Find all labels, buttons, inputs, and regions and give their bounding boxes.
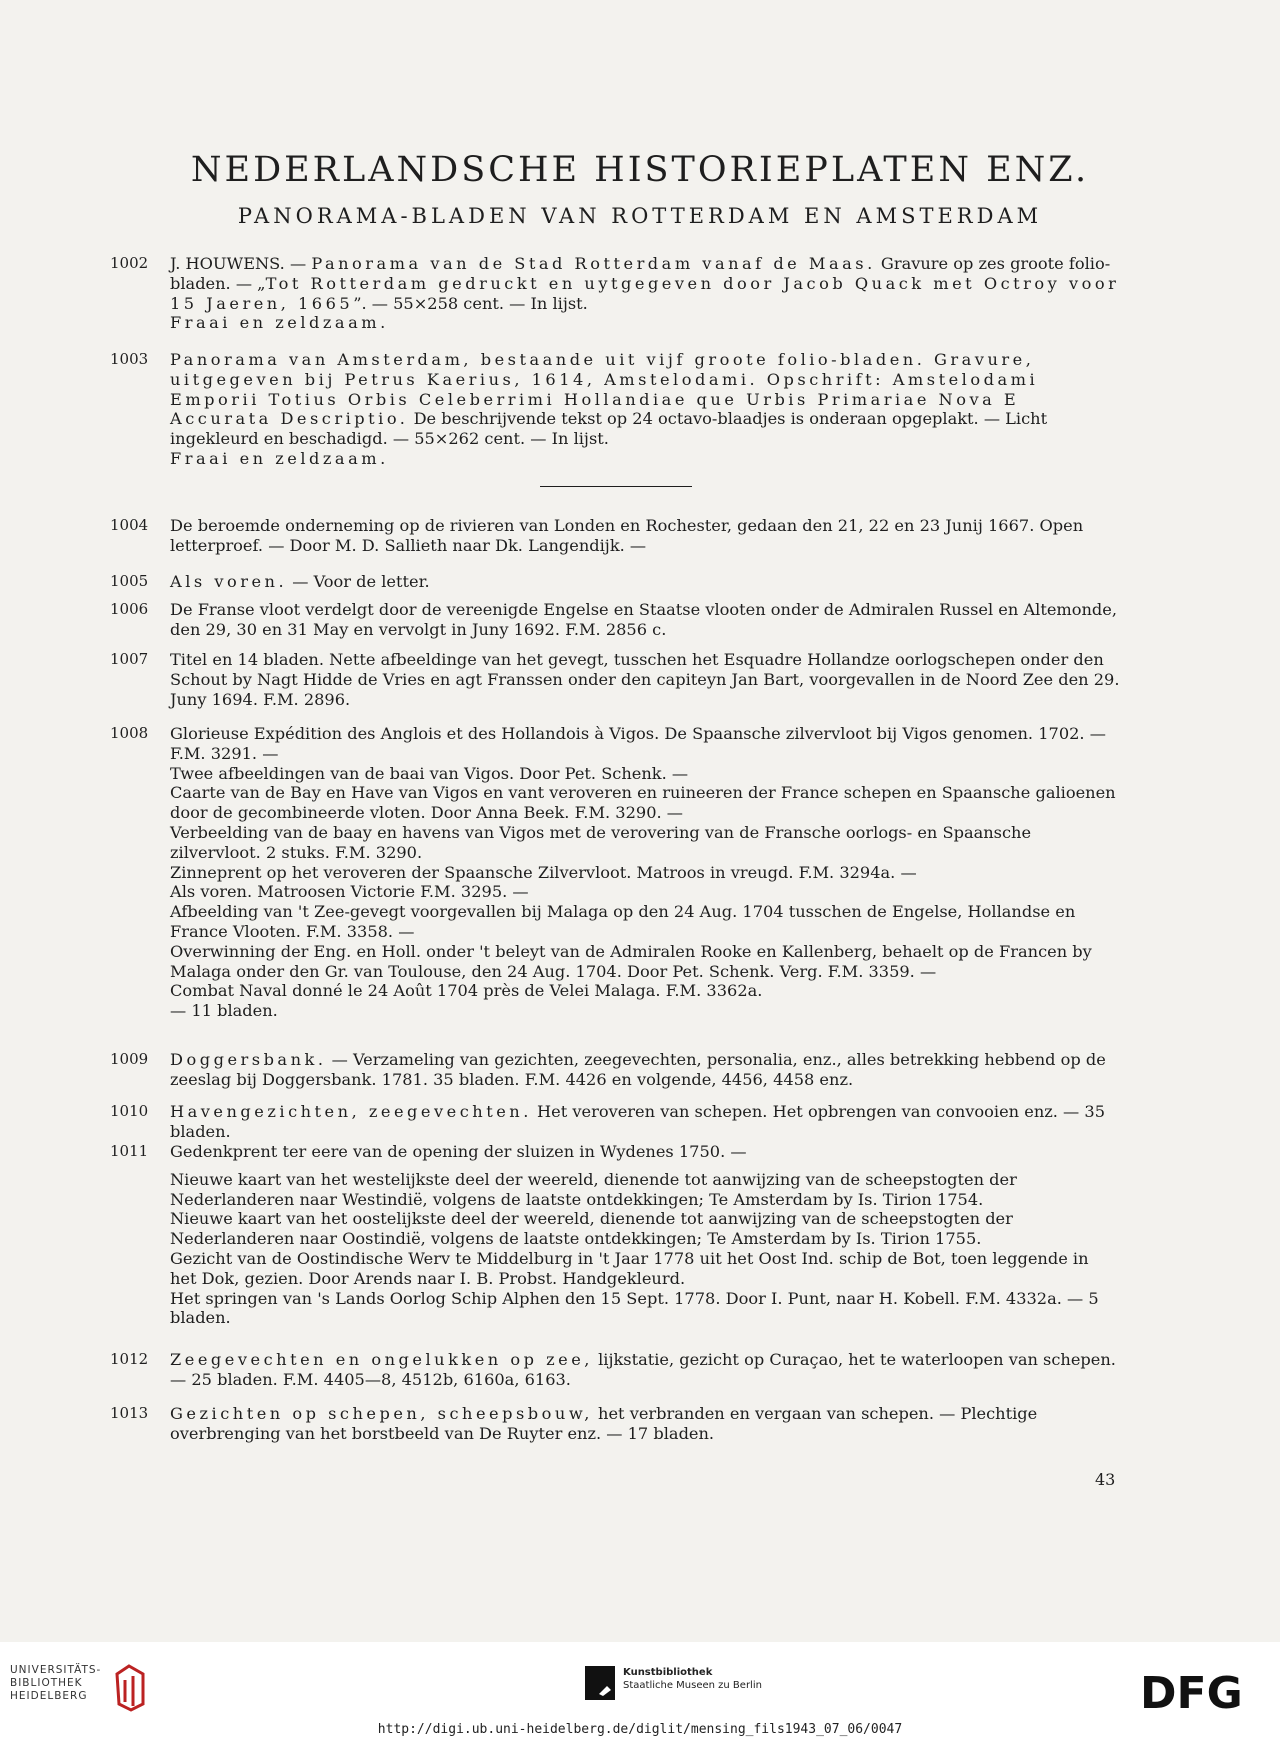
- entry-title: Gezichten op schepen, scheepsbouw,: [170, 1404, 593, 1423]
- footer-bar: [0, 1642, 1280, 1742]
- catalog-entry: [110, 1102, 1120, 1142]
- catalog-entry: [110, 1350, 1120, 1390]
- catalog-entry: [110, 1050, 1120, 1090]
- entry-number: 1004: [110, 516, 149, 534]
- entry-author: J. HOUWENS. —: [170, 254, 312, 273]
- entry-number: 1012: [110, 1350, 149, 1368]
- entry-desc: — Voor de letter.: [287, 572, 430, 591]
- entry-dimensions: ”. — 55×258 cent. — In lijst.: [353, 293, 588, 313]
- entry-desc: Het veroveren van schepen. Het opbrengen van convooien enz. — 35 bladen.: [170, 1102, 1105, 1141]
- catalog-entry: [110, 572, 1120, 592]
- entry-number: 1008: [110, 724, 149, 742]
- entry-text: Titel en 14 bladen. Nette afbeeldinge van het gevegt, tusschen het Esquadre Hollandze oorlogschepen onder den Schout by Nagt Hidde de Vries en agt Franssen onder den capiteyn Jan Bart, voorgevallen in de Noord Zee den 29. Juny 1694. F.M. 2896.: [170, 650, 1120, 709]
- catalog-entry: [110, 650, 1120, 709]
- entry-text: [170, 350, 1120, 449]
- entry-title: Havengezichten, zeegevechten.: [170, 1102, 532, 1121]
- entry-line: Caarte van de Bay en Have van Vigos en vant veroveren en ruineeren der France schepen en Spaansche galioenen door de gecombineerde vloten. Door Anna Beek. F.M. 3290. —: [170, 783, 1116, 823]
- entry-text: [170, 1404, 1120, 1444]
- entry-desc: Gravure op zes groote folio-bladen. — „: [170, 254, 1111, 293]
- entry-desc: lijkstatie, gezicht op Curaçao, het te waterloopen van schepen. — 25 bladen. F.M. 4405—8, 4512b, 6160a, 6163.: [170, 1350, 1116, 1389]
- entry-line: Afbeelding van 't Zee-gevegt voorgevallen bij Malaga op den 24 Aug. 1704 tusschen de Engelse, Hollandse en France Vlooten. F.M. 3358. —: [170, 902, 1076, 941]
- ub-logo-line: HEIDELBERG: [10, 1690, 88, 1702]
- entry-text: [170, 1102, 1120, 1142]
- entry-title: Als voren.: [170, 572, 288, 591]
- ub-heidelberg-logo[interactable]: [10, 1664, 149, 1712]
- entry-desc: het verbranden en vergaan van schepen. — Plechtige overbrenging van het borstbeeld van De Ruyter enz. — 17 bladen.: [170, 1404, 1038, 1443]
- entry-note: Fraai en zeldzaam.: [170, 313, 389, 333]
- catalog-entry: [110, 254, 1120, 333]
- entry-title: Doggersbank.: [170, 1050, 327, 1069]
- catalog-entry: [110, 1404, 1120, 1444]
- entry-title: Zeegevechten en ongelukken op zee,: [170, 1350, 593, 1369]
- entry-text: [170, 1350, 1120, 1390]
- entry-number: 1007: [110, 650, 149, 668]
- entry-title: Panorama van de Stad Rotterdam vanaf de Maas.: [311, 254, 876, 273]
- entry-text: [170, 254, 1120, 313]
- kunstbibliothek-logo[interactable]: [585, 1666, 762, 1700]
- catalog-entry: [110, 1142, 1120, 1328]
- entry-title: Panorama van Amsterdam, bestaande uit vijf groote folio-bladen. Gravure, uitgegeven bij Petrus Kaerius, 1614, Amstelodami. Opschrift: Amstelodami Emporii Totius Orbis Celeberrimi Hollandiae que Urbis Primariae Nova E Accurata Descriptio.: [170, 350, 1039, 429]
- catalog-entry: [110, 600, 1120, 640]
- entry-inscription: Tot Rotterdam gedruckt en uytgegeven door Jacob Quack met Octroy voor 15 Jaeren, 1665: [170, 273, 1120, 313]
- entry-number: 1005: [110, 572, 149, 590]
- entry-desc: — Verzameling van gezichten, zeegevechten, personalia, enz., alles betrekking hebbend op de zeeslag bij Doggersbank. 1781. 35 bladen. F.M. 4426 en volgende, 4456, 4458 enz.: [170, 1050, 1106, 1089]
- page-number: 43: [1095, 1470, 1116, 1489]
- ub-logo-line: UNIVERSITÄTS-: [10, 1664, 102, 1676]
- page-title: NEDERLANDSCHE HISTORIEPLATEN ENZ.: [190, 150, 1090, 190]
- kb-logo-subtitle: Staatliche Museen zu Berlin: [623, 1680, 762, 1691]
- ub-emblem-icon: [109, 1664, 149, 1712]
- entry-line: Glorieuse Expédition des Anglois et des Hollandois à Vigos. De Spaansche zilvervloot bij Vigos genomen. 1702. — F.M. 3291. —: [170, 724, 1106, 763]
- dfg-logo-text: DFG: [1140, 1672, 1243, 1712]
- catalog-entry: [110, 516, 1120, 556]
- entry-line: Gedenkprent ter eere van de opening der sluizen in Wydenes 1750. —: [170, 1142, 747, 1161]
- catalog-entry: [110, 350, 1120, 469]
- entry-note: Fraai en zeldzaam.: [170, 448, 389, 468]
- entry-number: 1009: [110, 1050, 149, 1068]
- entry-number: 1013: [110, 1404, 149, 1422]
- entry-desc: De beschrijvende tekst op 24 octavo-blaadjes is onderaan opgeplakt. — Licht ingekleurd en beschadigd. — 55×262 cent. — In lijst.: [170, 409, 1048, 449]
- section-subtitle: PANORAMA-BLADEN VAN ROTTERDAM EN AMSTERDAM: [237, 204, 1043, 228]
- entry-number: 1002: [110, 254, 149, 272]
- dfg-logo[interactable]: [1140, 1672, 1260, 1712]
- kb-logo-title: Kunstbibliothek: [623, 1667, 713, 1678]
- entry-text: [170, 1050, 1120, 1090]
- entry-line: Als voren. Matroosen Victorie F.M. 3295. —: [170, 882, 529, 902]
- entry-line: — 11 bladen.: [170, 1001, 278, 1021]
- entry-text: [170, 572, 1120, 592]
- entry-text: De Franse vloot verdelgt door de vereenigde Engelse en Staatse vlooten onder de Admiralen Russel en Altemonde, den 29, 30 en 31 May en vervolgt in Juny 1692. F.M. 2856 c.: [170, 600, 1118, 639]
- entry-line: Gezicht van de Oostindische Werv te Middelburg in 't Jaar 1778 uit het Oost Ind. schip de Bot, toen leggende in het Dok, gezien. Door Arends naar I. B. Probst. Handgekleurd.: [170, 1248, 1089, 1288]
- entry-number: 1003: [110, 350, 149, 368]
- entry-text: De beroemde onderneming op de rivieren van Londen en Rochester, gedaan den 21, 22 en 23 Junij 1667. Open letterproef. — Door M. D. Sallieth naar Dk. Langendijk. —: [170, 516, 1084, 555]
- entry-line: Combat Naval donné le 24 Août 1704 près de Velei Malaga. F.M. 3362a.: [170, 981, 763, 1001]
- ub-logo-line: BIBLIOTHEK: [10, 1677, 83, 1689]
- section-divider: [540, 486, 692, 487]
- entry-line: Nieuwe kaart van het westelijkste deel der weereld, dienende tot aanwijzing van de scheepstogten der Nederlanderen naar Westindië, volgens de laatste ontdekkingen; Te Amsterdam by Is. Tirion 1754.: [170, 1169, 1017, 1209]
- entry-line: Verbeelding van de baay en havens van Vigos met de verovering van de Fransche oorlogs- en Spaansche zilvervloot. 2 stuks. F.M. 3290.: [170, 822, 1032, 862]
- kunstbibliothek-emblem-icon: [585, 1666, 615, 1700]
- source-url[interactable]: http://digi.ub.uni-heidelberg.de/diglit/mensing_fils1943_07_06/0047: [377, 1722, 903, 1737]
- entry-number: 1011: [110, 1142, 149, 1160]
- entry-line: Overwinning der Eng. en Holl. onder 't beleyt van de Admiralen Rooke en Kallenberg, behaelt op de Francen by Malaga onder den Gr. van Toulouse, den 24 Aug. 1704. Door Pet. Schenk. Verg. F.M. 3359. —: [170, 941, 1092, 981]
- entry-number: 1010: [110, 1102, 149, 1120]
- entry-line: Zinneprent op het veroveren der Spaansche Zilvervloot. Matroos in vreugd. F.M. 3294a. —: [170, 862, 917, 882]
- catalog-entry: [110, 724, 1120, 1021]
- entry-line: Nieuwe kaart van het oostelijkste deel der weereld, dienende tot aanwijzing van de scheepstogten der Nederlanderen naar Oostindië, volgens de laatste ontdekkingen; Te Amsterdam by Is. Tirion 1755.: [170, 1209, 1013, 1249]
- entry-line: Twee afbeeldingen van de baai van Vigos. Door Pet. Schenk. —: [170, 763, 689, 783]
- entry-number: 1006: [110, 600, 149, 618]
- entry-line: Het springen van 's Lands Oorlog Schip Alphen den 15 Sept. 1778. Door I. Punt, naar H. Kobell. F.M. 4332a. — 5 bladen.: [170, 1288, 1099, 1328]
